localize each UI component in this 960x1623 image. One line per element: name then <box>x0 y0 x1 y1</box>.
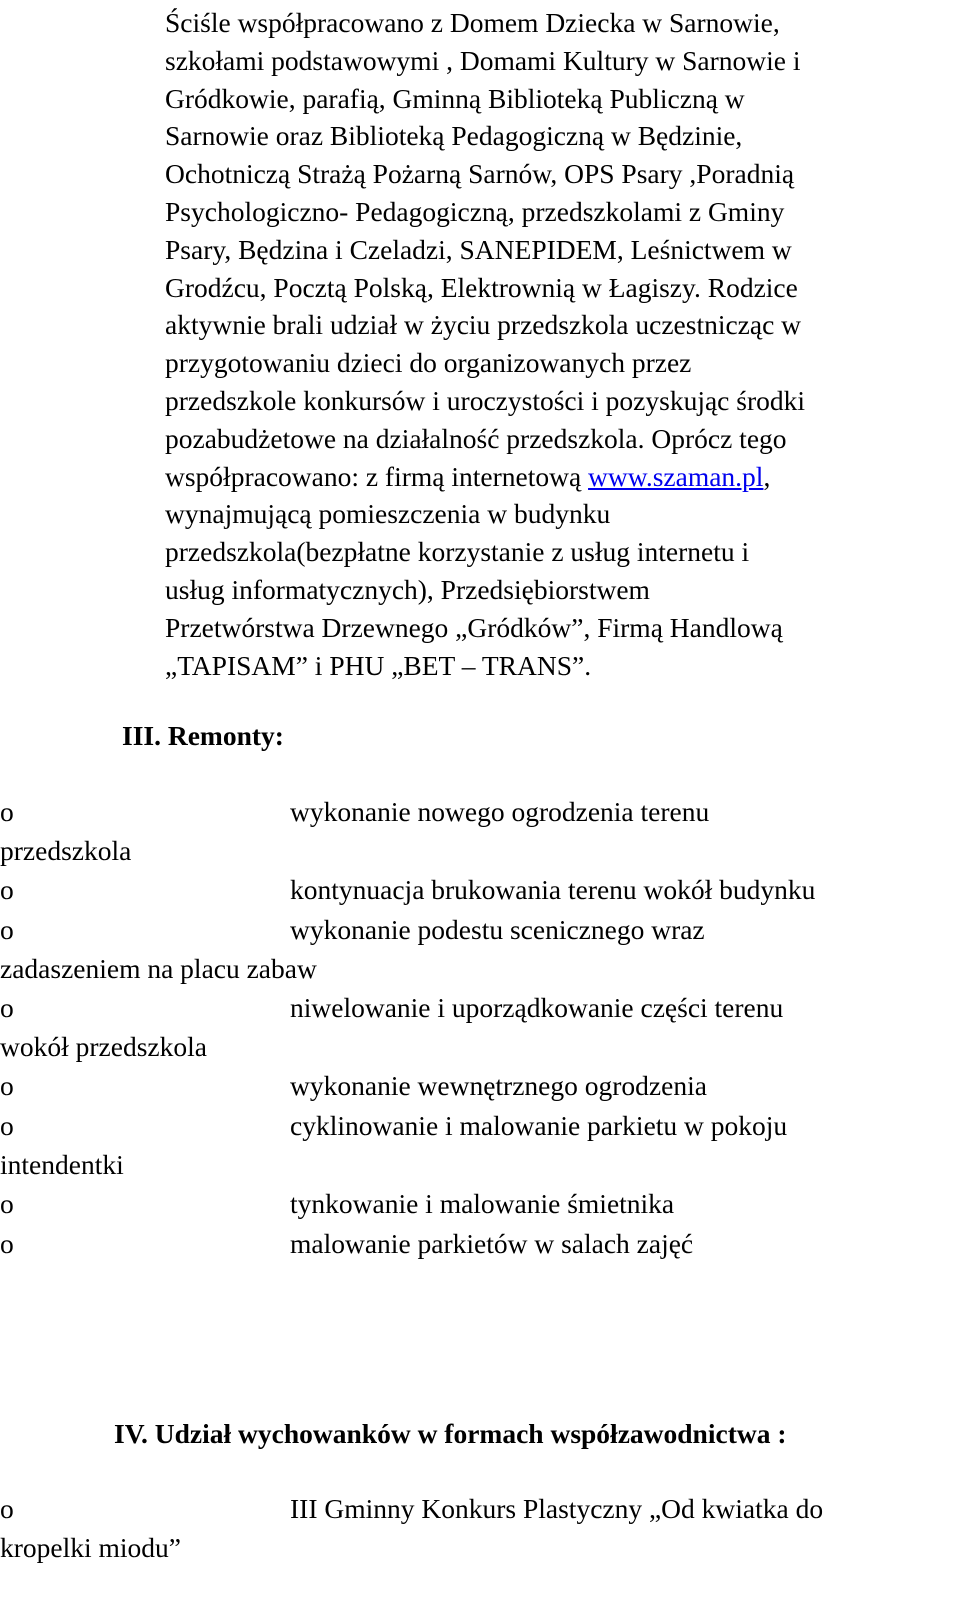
list-item-text: wykonanie wewnętrznego ogrodzenia <box>290 1070 707 1101</box>
paragraph-line: szkołami podstawowymi , Domami Kultury w Sarnowie i <box>165 44 801 76</box>
list-item-continuation: intendentki <box>0 1149 124 1180</box>
bullet-marker: o <box>0 1110 14 1141</box>
szaman-link[interactable]: www.szaman.pl <box>588 460 764 492</box>
bullet-marker: o <box>0 1188 14 1219</box>
bullet-marker: o <box>0 874 14 905</box>
paragraph-line: Grodźcu, Pocztą Polską, Elektrownią w Łagiszy. Rodzice <box>165 271 798 303</box>
link-line-suffix: , <box>763 460 771 492</box>
paragraph-line: przygotowaniu dzieci do organizowanych przez <box>165 347 692 379</box>
bullet-marker: o <box>0 914 14 945</box>
paragraph-line: Ochotniczą Strażą Pożarną Sarnów, OPS Psary ,Poradnią <box>165 158 795 190</box>
paragraph-line: wynajmującą pomieszczenia w budynku <box>165 498 611 530</box>
paragraph-line: Przetwórstwa Drzewnego „Gródków”, Firmą Handlową <box>165 611 783 643</box>
bullet-marker: o <box>0 1493 14 1524</box>
paragraph-line: przedszkole konkursów i uroczystości i pozyskując środki <box>165 384 805 416</box>
list-item-text: wykonanie podestu scenicznego wraz <box>290 914 705 945</box>
paragraph-line: aktywnie brali udział w życiu przedszkola uczestnicząc w <box>165 309 802 341</box>
paragraph-line: usług informatycznych), Przedsiębiorstwem <box>165 573 650 605</box>
section-heading-remonty: III. Remonty: <box>122 720 284 751</box>
list-item-continuation: kropelki miodu” <box>0 1532 182 1563</box>
paragraph-line: przedszkola(bezpłatne korzystanie z usług internetu i <box>165 536 750 568</box>
list-item-text: tynkowanie i malowanie śmietnika <box>290 1188 675 1219</box>
list-item-text: III Gminny Konkurs Plastyczny „Od kwiatka do <box>290 1493 824 1524</box>
bullet-marker: o <box>0 796 14 827</box>
paragraph-line: Gródkowie, parafią, Gminną Biblioteką Publiczną w <box>165 82 745 114</box>
paragraph-line: Psychologiczno- Pedagogiczną, przedszkolami z Gminy <box>165 195 785 227</box>
list-item-text: niwelowanie i uporządkowanie części terenu <box>290 992 784 1023</box>
list-item-continuation: przedszkola <box>0 835 132 866</box>
section-heading-wspolzawodnictwo: IV. Udział wychowanków w formach współzawodnictwa : <box>114 1418 787 1449</box>
list-item-text: malowanie parkietów w salach zajęć <box>290 1228 694 1259</box>
bullet-marker: o <box>0 1228 14 1259</box>
list-item-text: cyklinowanie i malowanie parkietu w pokoju <box>290 1110 788 1141</box>
paragraph-line: Sarnowie oraz Biblioteką Pedagogiczną w Będzinie, <box>165 120 743 152</box>
list-item-text: kontynuacja brukowania terenu wokół budynku <box>290 874 816 905</box>
list-item-continuation: zadaszeniem na placu zabaw <box>0 953 317 984</box>
list-item-continuation: wokół przedszkola <box>0 1031 207 1062</box>
link-line-prefix: współpracowano: z firmą internetową <box>165 460 589 492</box>
cooperation-paragraph <box>165 4 955 684</box>
paragraph-line: „TAPISAM” i PHU „BET – TRANS”. <box>165 649 592 681</box>
paragraph-line: Psary, Będzina i Czeladzi, SANEPIDEM, Leśnictwem w <box>165 233 792 265</box>
paragraph-line: Ściśle współpracowano z Domem Dziecka w Sarnowie, <box>165 7 780 38</box>
list-item-text: wykonanie nowego ogrodzenia terenu <box>290 796 710 827</box>
bullet-marker: o <box>0 992 14 1023</box>
bullet-marker: o <box>0 1070 14 1101</box>
paragraph-line-with-link <box>165 458 955 496</box>
paragraph-line: pozabudżetowe na działalność przedszkola. Oprócz tego <box>165 422 787 454</box>
